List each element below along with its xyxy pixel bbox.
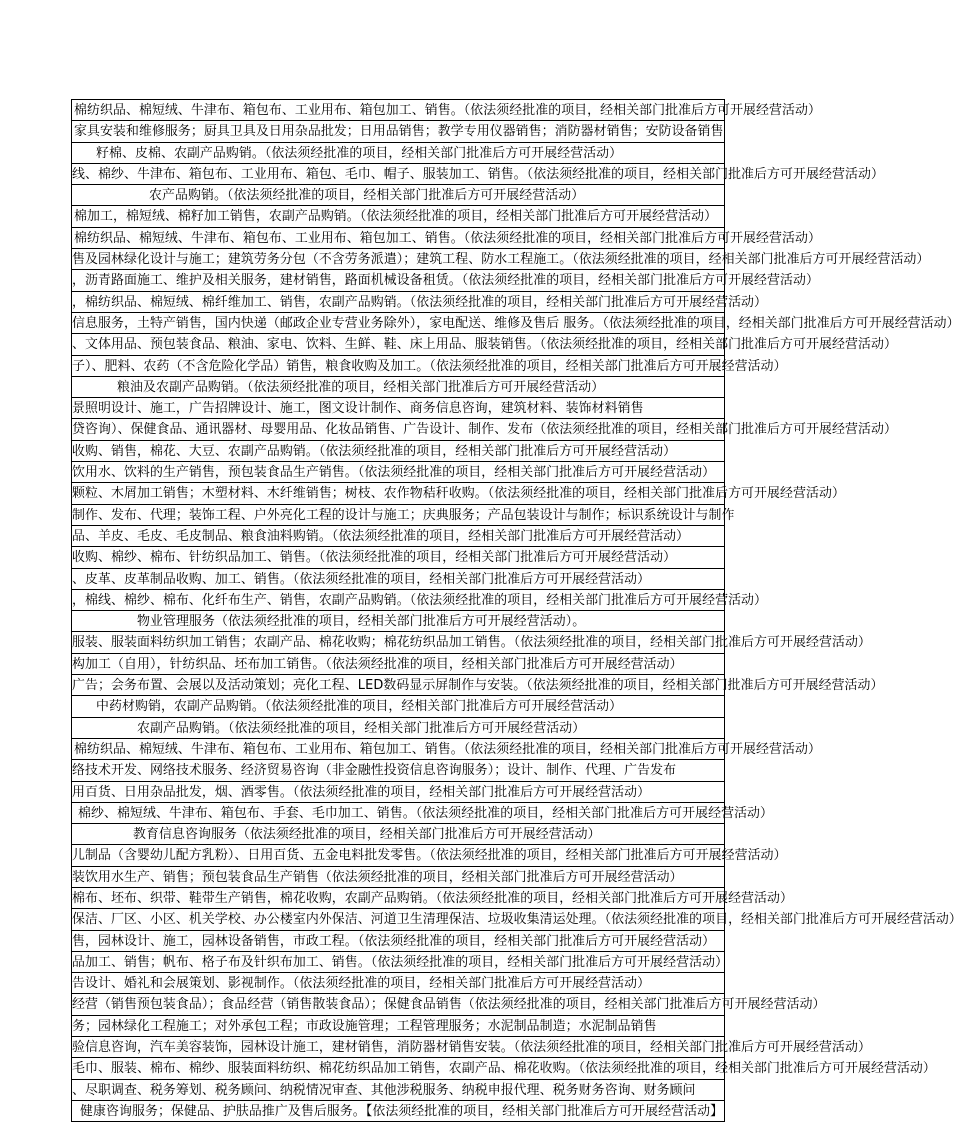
business-scope-cell: 广告；会务布置、会展以及活动策划；亮化工程、LED数码显示屏制作与安装。（依法须经批准的项目，经相关部门批准后方可开展经营活动） <box>72 678 884 694</box>
table-row <box>72 441 724 462</box>
table-row <box>72 867 724 888</box>
table-row <box>72 994 826 1015</box>
business-scope-cell: 教育信息咨询服务（依法须经批准的项目，经相关部门批准后方可开展经营活动） <box>133 827 601 843</box>
table-row <box>72 718 724 739</box>
business-scope-cell: 粮油及农副产品购销。（依法须经批准的项目，经相关部门批准后方可开展经营活动） <box>117 379 605 395</box>
table-row <box>72 1037 871 1058</box>
business-scope-cell: 用百货、日用杂品批发，烟、酒零售。（依法须经批准的项目，经相关部门批准后方可开展经营活动） <box>72 784 651 800</box>
table-row <box>72 185 724 206</box>
table-row <box>72 1080 724 1101</box>
business-scope-cell: 、文体用品、预包装食品、粮油、家电、饮料、生鲜、鞋、床上用品、服装销售。（依法须经批准的项目，经相关部门批准后方可开展经营活动） <box>72 337 897 353</box>
table-row <box>72 973 724 994</box>
table-row <box>72 1101 724 1122</box>
business-scope-cell: 制作、发布、代理；装饰工程、户外亮化工程的设计与施工；庆典服务；产品包装设计与制作；标识系统设计与制作 <box>72 507 735 523</box>
table-row <box>72 654 724 675</box>
table-row <box>72 356 787 377</box>
business-scope-cell: 棉加工，棉短绒、棉籽加工销售，农副产品购销。（依法须经批准的项目，经相关部门批准后方可开展经营活动） <box>74 209 718 225</box>
business-scope-cell: 收购、棉纱、棉布、针纺织品加工、销售。（依法须经批准的项目，经相关部门批准后方可开展经营活动） <box>72 550 677 566</box>
business-scope-cell: 贷咨询）、保健食品、通讯器材、母婴用品、化妆品销售、广告设计、制作、发布（依法须经批准的项目，经相关部门批准后方可开展经营活动） <box>72 422 897 438</box>
business-scope-cell: 毛巾、服装、棉布、棉纱、服装面料纺织、棉花纺织品加工销售，农副产品、棉花收购。（依法须经批准的项目，经相关部门批准后方可开展经营活动） <box>72 1061 936 1077</box>
table-row <box>72 505 735 526</box>
table-row <box>72 803 774 824</box>
table-row <box>72 249 930 270</box>
business-scope-cell: 中药材购销，农副产品购销。（依法须经批准的项目，经相关部门批准后方可开展经营活动） <box>96 699 623 715</box>
table-row <box>72 824 724 845</box>
business-scope-cell: 棉纺织品、棉短绒、牛津布、箱包布、工业用布、箱包加工、销售。（依法须经批准的项目，经相关部门批准后方可开展经营活动） <box>74 103 822 118</box>
table-row <box>72 739 822 760</box>
business-scope-cell: 务；园林绿化工程施工；对外承包工程；市政设施管理；工程管理服务；水泥制品制造；水泥制品销售 <box>72 1018 657 1034</box>
business-scope-cell: 健康咨询服务；保健品、护肤品推广及售后服务。【依法须经批准的项目，经相关部门批准后方可开展经营活动】 <box>80 1103 724 1119</box>
business-scope-cell: 收购、销售，棉花、大豆、农副产品购销。（依法须经批准的项目，经相关部门批准后方可开展经营活动） <box>72 443 677 459</box>
business-scope-cell: 子）、肥料、农药（不含危险化学品）销售，粮食收购及加工。（依法须经批准的项目，经相关部门批准后方可开展经营活动） <box>72 358 787 374</box>
business-scope-cell: ，沥青路面施工、维护及相关服务，建材销售，路面机械设备租赁。（依法须经批准的项目，经相关部门批准后方可开展经营活动） <box>72 273 820 289</box>
table-row <box>72 526 724 547</box>
business-scope-cell: 信息服务，土特产销售，国内快递（邮政企业专营业务除外），家电配送、维修及售后 服务。（依法须经批准的项目，经相关部门批准后方可开展经营活动） <box>72 315 960 331</box>
table-row <box>72 696 724 717</box>
business-scope-cell: 颗粒、木屑加工销售；木塑材料、木纤维销售；树枝、农作物秸秆收购。（依法须经批准的项目，经相关部门批准后方可开展经营活动） <box>72 486 845 502</box>
business-scope-cell: 服装、服装面料纺织加工销售；农副产品、棉花收购；棉花纺织品加工销售。（依法须经批准的项目，经相关部门批准后方可开展经营活动） <box>72 635 871 651</box>
business-scope-cell: 棉纺织品、棉短绒、牛津布、箱包布、工业用布、箱包加工、销售。（依法须经批准的项目，经相关部门批准后方可开展经营活动） <box>74 741 822 757</box>
table-row <box>72 270 820 291</box>
business-scope-cell: 售及园林绿化设计与施工；建筑劳务分包（不含劳务派遣）；建筑工程、防水工程施工。（依法须经批准的项目，经相关部门批准后方可开展经营活动） <box>72 252 930 268</box>
business-scope-cell: 景照明设计、施工，广告招牌设计、施工，图文设计制作、商务信息咨询，建筑材料、装饰材料销售 <box>72 401 644 417</box>
business-scope-cell: 保洁、厂区、小区、机关学校、办公楼室内外保洁、河道卫生清理保洁、垃圾收集清运处理。（依法须经批准的项目，经相关部门批准后方可开展经营活动） <box>72 912 962 928</box>
table-row <box>72 845 787 866</box>
table-row <box>72 206 724 227</box>
business-scope-cell: 、尽职调查、税务筹划、税务顾问、纳税情况审查、其他涉税服务、纳税申报代理、税务财务咨询、财务顾问 <box>72 1082 696 1098</box>
table-row <box>72 100 822 121</box>
business-scope-cell: 家具安装和维修服务；厨具卫具及日用杂品批发；日用品销售；教学专用仪器销售；消防器材销售；安防设备销售 <box>74 124 724 140</box>
business-scope-cell: 售，园林设计、施工，园林设备销售，市政工程。（依法须经批准的项目，经相关部门批准后方可开展经营活动） <box>72 933 716 949</box>
business-scope-cell: 构加工（自用），针纺织品、坯布加工销售。（依法须经批准的项目，经相关部门批准后方可开展经营活动） <box>72 656 683 672</box>
business-scope-cell: 农产品购销。（依法须经批准的项目，经相关部门批准后方可开展经营活动） <box>149 188 585 204</box>
business-scope-cell: 物业管理服务（依法须经批准的项目，经相关部门批准后方可开展经营活动）。 <box>137 614 586 630</box>
table-row <box>72 611 724 632</box>
business-scope-cell: 络技术开发、网络技术服务、经济贸易咨询（非金融性投资信息咨询服务）；设计、制作、代理、广告发布 <box>72 763 677 779</box>
business-scope-cell: ，棉线、棉纱、棉布、化纤布生产、销售，农副产品购销。（依法须经批准的项目，经相关部门批准后方可开展经营活动） <box>72 592 768 608</box>
table-row <box>72 377 724 398</box>
table-row <box>72 143 724 164</box>
business-scope-cell: 品加工、销售；帆布、格子布及针织布加工、销售。（依法须经批准的项目，经相关部门批准后方可开展经营活动） <box>72 954 729 970</box>
business-scope-cell: 儿制品（含婴幼儿配方乳粉）、日用百货、五金电料批发零售。（依法须经批准的项目，经相关部门批准后方可开展经营活动） <box>72 848 787 864</box>
table-row <box>72 483 845 504</box>
table-row <box>72 121 724 142</box>
business-scope-cell: 品、羊皮、毛皮、毛皮制品、粮食油料购销。（依法须经批准的项目，经相关部门批准后方可开展经营活动） <box>72 528 690 544</box>
business-scope-cell: 、皮革、皮革制品收购、加工、销售。（依法须经批准的项目，经相关部门批准后方可开展经营活动） <box>72 571 651 587</box>
table-row <box>72 334 897 355</box>
table-row <box>72 547 724 568</box>
table-row <box>72 931 724 952</box>
table-row <box>72 462 724 483</box>
table-row <box>72 952 729 973</box>
table-row <box>72 398 724 419</box>
table-row <box>72 569 724 590</box>
business-scope-cell: 棉纱、棉短绒、牛津布、箱包布、手套、毛巾加工、销售。（依法须经批准的项目，经相关部门批准后方可开展经营活动） <box>78 805 774 821</box>
table-row <box>72 782 724 803</box>
business-scope-cell: ，棉纺织品、棉短绒、棉纤维加工、销售，农副产品购销。（依法须经批准的项目，经相关部门批准后方可开展经营活动） <box>72 294 768 310</box>
table-row <box>72 1016 724 1037</box>
table-row <box>72 164 884 185</box>
business-scope-cell: 棉纺织品、棉短绒、牛津布、箱包布、工业用布、箱包加工、销售。（依法须经批准的项目，经相关部门批准后方可开展经营活动） <box>74 230 822 246</box>
table-row <box>72 909 962 930</box>
business-scope-cell: 棉布、坯布、织带、鞋带生产销售，棉花收购，农副产品购销。（依法须经批准的项目，经相关部门批准后方可开展经营活动） <box>72 890 794 906</box>
business-scope-cell: 装饮用水生产、销售；预包装食品生产销售（依法须经批准的项目，经相关部门批准后方可开展经营活动） <box>72 869 683 885</box>
table-row <box>72 1058 936 1079</box>
business-scope-cell: 饮用水、饮料的生产销售，预包装食品生产销售。（依法须经批准的项目，经相关部门批准后方可开展经营活动） <box>72 465 716 481</box>
table-row <box>72 888 794 909</box>
table-row <box>72 313 960 334</box>
business-scope-cell: 告设计、婚礼和会展策划、影视制作。（依法须经批准的项目，经相关部门批准后方可开展经营活动） <box>72 976 651 992</box>
business-scope-cell: 线、棉纱、牛津布、箱包布、工业用布、箱包、毛巾、帽子、服装加工、销售。（依法须经批准的项目，经相关部门批准后方可开展经营活动） <box>72 166 884 182</box>
business-scope-cell: 农副产品购销。（依法须经批准的项目，经相关部门批准后方可开展经营活动） <box>137 720 586 736</box>
business-scope-cell: 籽棉、皮棉、农副产品购销。（依法须经批准的项目，经相关部门批准后方可开展经营活动） <box>96 145 623 161</box>
table-row <box>72 632 871 653</box>
business-scope-table <box>71 99 962 1122</box>
business-scope-cell: 验信息咨询，汽车美容装饰，园林设计施工，建材销售，消防器材销售安装。（依法须经批准的项目，经相关部门批准后方可开展经营活动） <box>72 1040 871 1056</box>
table-row <box>72 760 724 781</box>
table-row <box>72 419 897 440</box>
table-row <box>72 292 768 313</box>
table-row <box>72 228 822 249</box>
business-scope-cell: 经营（销售预包装食品）；食品经营（销售散装食品）；保健食品销售（依法须经批准的项目，经相关部门批准后方可开展经营活动） <box>72 997 826 1013</box>
table-row <box>72 590 768 611</box>
table-row <box>72 675 884 696</box>
